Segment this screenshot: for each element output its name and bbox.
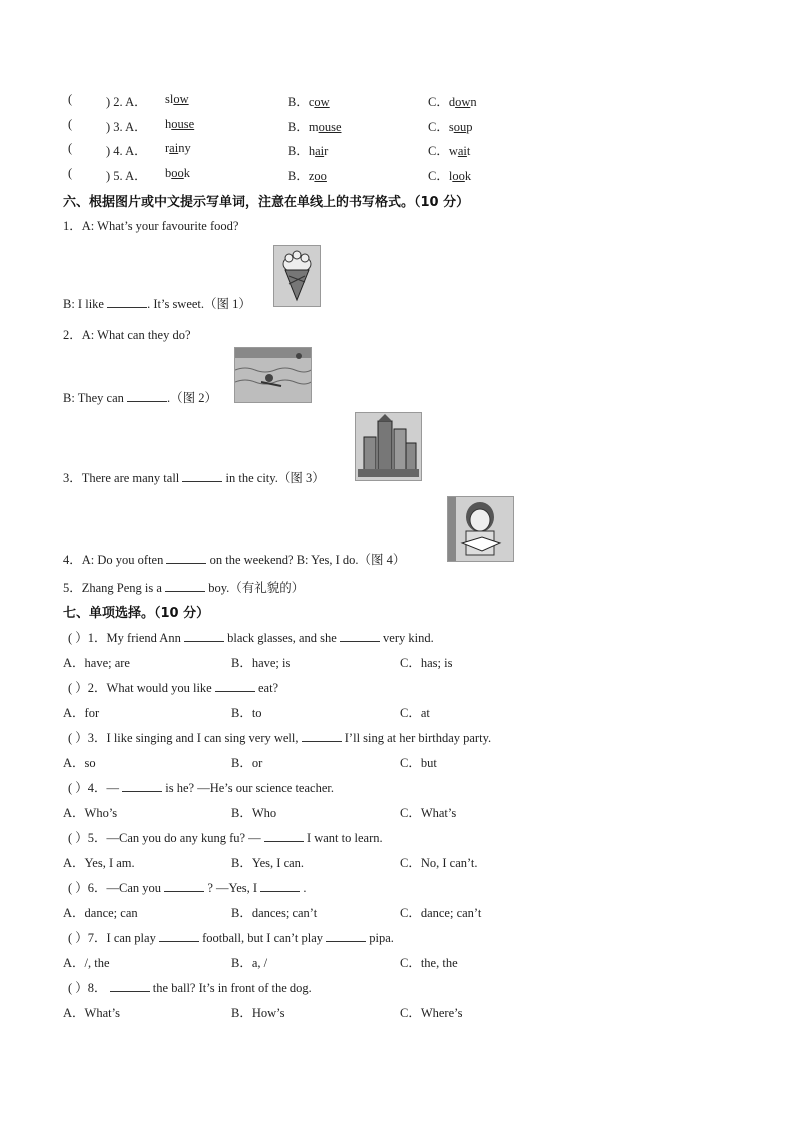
phonics-option-a bbox=[165, 141, 191, 156]
phonics-option-c bbox=[428, 141, 470, 159]
phonics-question-number bbox=[106, 166, 147, 184]
answer-bracket-open[interactable]: ( bbox=[68, 92, 73, 106]
phonics-answer-bracket bbox=[68, 117, 72, 132]
question-text: black glasses, and she bbox=[227, 631, 337, 645]
word-part: b bbox=[165, 166, 172, 180]
answer-bracket-open[interactable]: ( bbox=[68, 166, 73, 180]
s7-q1-option-b[interactable]: B．have; is bbox=[231, 656, 291, 670]
s7-q6-option-c[interactable]: C．dance; can’t bbox=[400, 906, 482, 920]
s6-q4 bbox=[63, 550, 405, 568]
s6-q4-blank[interactable] bbox=[166, 551, 206, 564]
underlined-letters: ouse bbox=[171, 117, 195, 131]
s6-q3-text-post: in the city.（图 3） bbox=[225, 471, 325, 485]
s6-q2-text-post: .（图 2） bbox=[167, 391, 218, 405]
answer-blank[interactable] bbox=[302, 729, 342, 742]
s7-question-1 bbox=[68, 628, 434, 646]
s6-q3-text-pre: 3．There are many tall bbox=[63, 471, 180, 485]
phonics-option-c bbox=[428, 117, 472, 135]
phonics-option-b bbox=[288, 92, 330, 110]
swimming-picture bbox=[234, 347, 312, 403]
underlined-letters: oo bbox=[452, 169, 465, 183]
s6-q5 bbox=[63, 578, 304, 596]
question-text: pipa. bbox=[369, 931, 394, 945]
question-text: I’ll sing at her birthday party. bbox=[344, 731, 492, 745]
s7-q7-option-b[interactable]: B．a, / bbox=[231, 956, 268, 970]
word-part: h bbox=[308, 144, 316, 158]
underlined-letters: oo bbox=[171, 166, 184, 180]
s6-q3 bbox=[63, 468, 325, 486]
question-number: 5. bbox=[113, 169, 123, 183]
buildings-picture bbox=[355, 412, 422, 481]
s7-question-2 bbox=[68, 678, 278, 696]
phonics-option-b bbox=[288, 117, 342, 135]
question-text: ( ）6．—Can you bbox=[68, 881, 162, 895]
underlined-letters: ouse bbox=[318, 120, 342, 134]
s7-q2-option-c[interactable]: C．at bbox=[400, 706, 430, 720]
s7-q1-option-a[interactable]: A．have; are bbox=[63, 656, 130, 670]
s7-q4-option-a[interactable]: A．Who’s bbox=[63, 806, 118, 820]
answer-blank[interactable] bbox=[260, 879, 300, 892]
s7-q4-option-c[interactable]: C．What’s bbox=[400, 806, 457, 820]
option-label: B． bbox=[288, 95, 309, 109]
s7-q6-option-b[interactable]: B．dances; can’t bbox=[231, 906, 318, 920]
s6-q1-text-pre: B: I like bbox=[63, 297, 104, 311]
s6-q5-text-post: boy.（有礼貌的） bbox=[208, 581, 305, 595]
word-part: z bbox=[308, 169, 315, 183]
question-text: ( ）7．I can play bbox=[68, 931, 156, 945]
underlined-letters: ow bbox=[455, 95, 471, 109]
s6-q1-blank[interactable] bbox=[107, 295, 147, 308]
ice-cream-picture bbox=[273, 245, 321, 307]
word-part: c bbox=[308, 95, 315, 109]
answer-blank[interactable] bbox=[122, 779, 162, 792]
option-label: B． bbox=[288, 120, 309, 134]
s6-q2-blank[interactable] bbox=[127, 389, 167, 402]
question-number: 3. bbox=[113, 120, 123, 134]
question-text: . bbox=[303, 881, 307, 895]
answer-blank[interactable] bbox=[159, 929, 199, 942]
s7-q3-option-a[interactable]: A．so bbox=[63, 756, 96, 770]
s7-q3-option-b[interactable]: B．or bbox=[231, 756, 263, 770]
answer-bracket-close: ) bbox=[106, 144, 111, 158]
question-text: I want to learn. bbox=[306, 831, 383, 845]
phonics-option-b bbox=[288, 166, 327, 184]
word-part: ny bbox=[178, 141, 191, 155]
question-text: football, but I can’t play bbox=[202, 931, 323, 945]
option-label: C． bbox=[428, 144, 449, 158]
answer-blank[interactable] bbox=[340, 629, 380, 642]
s7-q8-option-c[interactable]: C．Where’s bbox=[400, 1006, 463, 1020]
s7-q3-option-c[interactable]: C．but bbox=[400, 756, 437, 770]
word-part: t bbox=[466, 144, 471, 158]
underlined-letters: ow bbox=[314, 95, 330, 109]
s6-q4-text-post: on the weekend? B: Yes, I do.（图 4） bbox=[209, 553, 406, 567]
answer-blank[interactable] bbox=[110, 979, 150, 992]
question-text: ( ）2．What would you like bbox=[68, 681, 212, 695]
s7-question-4 bbox=[68, 778, 334, 796]
s6-q1-answer bbox=[63, 294, 251, 312]
question-text: ? —Yes, I bbox=[207, 881, 258, 895]
option-label: B． bbox=[288, 169, 309, 183]
underlined-letters: ai bbox=[315, 144, 325, 158]
s7-q5-option-b[interactable]: B．Yes, I can. bbox=[231, 856, 305, 870]
underlined-letters: ou bbox=[453, 120, 467, 134]
word-part: s bbox=[448, 120, 454, 134]
s7-question-6 bbox=[68, 878, 306, 896]
option-label: A． bbox=[125, 169, 147, 183]
phonics-question-number bbox=[106, 141, 147, 159]
word-part: h bbox=[165, 117, 172, 131]
s6-q3-blank[interactable] bbox=[182, 469, 222, 482]
phonics-option-b bbox=[288, 141, 328, 159]
s7-q1-option-c[interactable]: C．has; is bbox=[400, 656, 453, 670]
option-label: C． bbox=[428, 169, 449, 183]
underlined-letters: ow bbox=[173, 92, 189, 106]
question-text: eat? bbox=[257, 681, 279, 695]
s7-q2-option-a[interactable]: A．for bbox=[63, 706, 100, 720]
s7-q7-option-a[interactable]: A．/, the bbox=[63, 956, 110, 970]
word-part: k bbox=[464, 169, 472, 183]
word-part: sl bbox=[165, 92, 174, 106]
section-6-heading: 六、根据图片或中文提示写单词，注意在单线上的书写格式。（10 分） bbox=[63, 195, 470, 210]
phonics-option-a bbox=[165, 117, 194, 132]
s7-question-7 bbox=[68, 928, 394, 946]
answer-bracket-open[interactable]: ( bbox=[68, 117, 73, 131]
answer-bracket-close: ) bbox=[106, 169, 111, 183]
option-label: C． bbox=[428, 95, 449, 109]
word-part: p bbox=[466, 120, 473, 134]
option-label: A． bbox=[125, 120, 147, 134]
option-label: A． bbox=[125, 144, 147, 158]
s6-q2-text-pre: B: They can bbox=[63, 391, 124, 405]
phonics-answer-bracket bbox=[68, 92, 72, 107]
s7-q5-option-a[interactable]: A．Yes, I am. bbox=[63, 856, 135, 870]
phonics-question-number bbox=[106, 92, 147, 110]
girl-reading-picture bbox=[447, 496, 514, 562]
section-7-heading: 七、单项选择。（10 分） bbox=[63, 606, 210, 621]
s7-q8-option-a[interactable]: A．What’s bbox=[63, 1006, 120, 1020]
s7-q4-option-b[interactable]: B．Who bbox=[231, 806, 277, 820]
s6-q1-question: 1．A: What’s your favourite food? bbox=[63, 219, 239, 233]
answer-bracket-close: ) bbox=[106, 95, 111, 109]
s6-q5-blank[interactable] bbox=[165, 579, 205, 592]
answer-blank[interactable] bbox=[264, 829, 304, 842]
question-text: ( ）8． bbox=[68, 981, 107, 995]
s7-question-8 bbox=[68, 978, 312, 996]
question-text: ( ）1．My friend Ann bbox=[68, 631, 181, 645]
word-part: d bbox=[448, 95, 456, 109]
s7-question-5 bbox=[68, 828, 383, 846]
question-number: 2. bbox=[113, 95, 123, 109]
question-text: is he? —He’s our science teacher. bbox=[165, 781, 334, 795]
answer-blank[interactable] bbox=[184, 629, 224, 642]
underlined-letters: ai bbox=[457, 144, 467, 158]
s6-q5-text-pre: 5．Zhang Peng is a bbox=[63, 581, 162, 595]
s7-q8-option-b[interactable]: B．How’s bbox=[231, 1006, 285, 1020]
phonics-option-c bbox=[428, 166, 471, 184]
phonics-option-a bbox=[165, 166, 190, 181]
answer-blank[interactable] bbox=[326, 929, 366, 942]
phonics-question-number bbox=[106, 117, 147, 135]
answer-blank[interactable] bbox=[164, 879, 204, 892]
question-number: 4. bbox=[113, 144, 123, 158]
option-label: C． bbox=[428, 120, 449, 134]
s6-q2-question: 2．A: What can they do? bbox=[63, 328, 191, 342]
question-text: very kind. bbox=[383, 631, 434, 645]
s7-q2-option-b[interactable]: B．to bbox=[231, 706, 262, 720]
word-part: l bbox=[448, 169, 453, 183]
answer-bracket-close: ) bbox=[106, 120, 111, 134]
s7-q7-option-c[interactable]: C．the, the bbox=[400, 956, 458, 970]
option-label: A． bbox=[125, 95, 147, 109]
phonics-option-c bbox=[428, 92, 477, 110]
word-part: w bbox=[448, 144, 458, 158]
option-label: B． bbox=[288, 144, 309, 158]
word-part: n bbox=[470, 95, 477, 109]
s7-q6-option-a[interactable]: A．dance; can bbox=[63, 906, 138, 920]
answer-blank[interactable] bbox=[215, 679, 255, 692]
word-part: k bbox=[183, 166, 190, 180]
answer-bracket-open[interactable]: ( bbox=[68, 141, 73, 155]
question-text: ( ）4．— bbox=[68, 781, 120, 795]
s6-q1-text-post: . It’s sweet.（图 1） bbox=[147, 297, 251, 311]
phonics-answer-bracket bbox=[68, 141, 72, 156]
s6-q4-text-pre: 4．A: Do you often bbox=[63, 553, 164, 567]
underlined-letters: oo bbox=[314, 169, 327, 183]
s7-q5-option-c[interactable]: C．No, I can’t. bbox=[400, 856, 478, 870]
s6-q2-answer bbox=[63, 388, 217, 406]
word-part: r bbox=[324, 144, 329, 158]
s7-question-3 bbox=[68, 728, 491, 746]
word-part: m bbox=[308, 120, 319, 134]
question-text: ( ）5．—Can you do any kung fu? — bbox=[68, 831, 261, 845]
phonics-answer-bracket bbox=[68, 166, 72, 181]
question-text: the ball? It’s in front of the dog. bbox=[152, 981, 312, 995]
phonics-option-a bbox=[165, 92, 189, 107]
underlined-letters: ai bbox=[169, 141, 179, 155]
question-text: ( ）3．I like singing and I can sing very well, bbox=[68, 731, 299, 745]
word-part: r bbox=[165, 141, 170, 155]
